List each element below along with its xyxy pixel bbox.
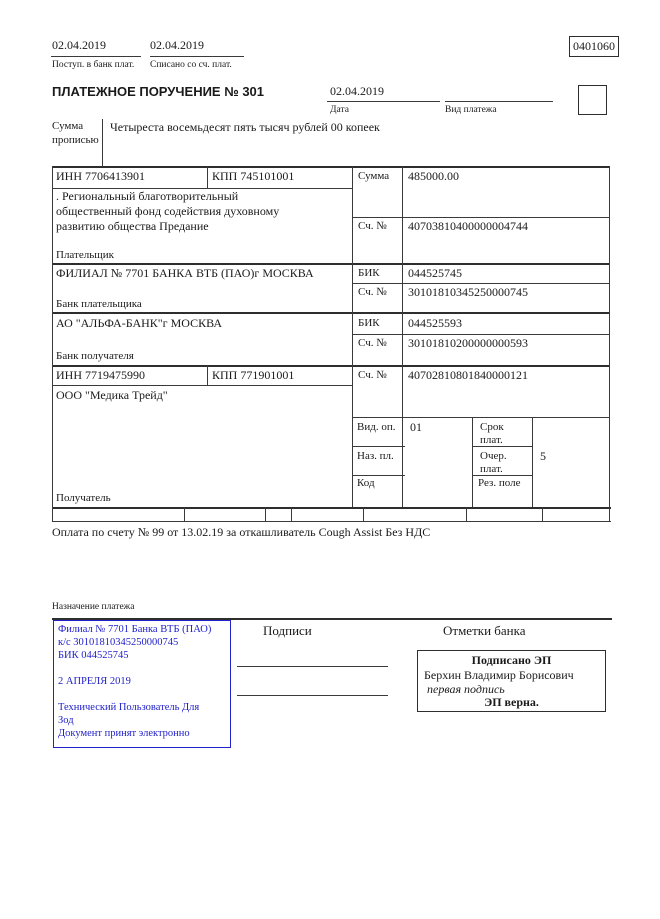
payee-bank-account-label: Сч. №: [358, 337, 387, 349]
table-border: [402, 166, 403, 507]
table-border: [52, 507, 611, 509]
debited-label: Списано со сч. плат.: [150, 60, 232, 70]
reserve-field-label: Рез. поле: [478, 477, 521, 489]
underline: [51, 56, 141, 57]
tax-strip-border: [363, 507, 364, 521]
payment-type-label: Вид платежа: [445, 105, 497, 115]
date-label: Дата: [330, 105, 349, 115]
payer-bank-account-label: Сч. №: [358, 286, 387, 298]
payee-name: ООО "Медика Трейд": [56, 388, 168, 402]
table-border: [207, 365, 208, 385]
table-border: [52, 365, 609, 367]
payment-purpose-text: Оплата по счету № 99 от 13.02.19 за откашливатель Cough Assist Без НДС: [52, 525, 431, 539]
table-border: [52, 385, 352, 386]
table-border: [352, 334, 609, 335]
bank-note-line6: Зод: [58, 715, 74, 726]
form-code-box: 0401060: [569, 36, 619, 57]
table-border: [207, 166, 208, 188]
bank-note-line3: БИК 044525745: [58, 650, 129, 661]
payer-kpp: КПП 745101001: [212, 169, 295, 183]
signature-line: [237, 695, 388, 696]
bank-note-line5: Технический Пользователь Для: [58, 702, 200, 713]
bank-note-line1: Филиал № 7701 Банка ВТБ (ПАО): [58, 624, 212, 635]
sum-label: Сумма: [358, 170, 390, 182]
pay-term-label-1: Срок: [480, 421, 504, 433]
purpose-kind-label: Наз. пл.: [357, 450, 394, 462]
payee-kpp: КПП 771901001: [212, 368, 295, 382]
payer-caption: Плательщик: [56, 249, 114, 261]
received-in-bank-label: Поступ. в банк плат.: [52, 60, 135, 70]
table-border: [352, 475, 405, 476]
tax-strip-border: [291, 507, 292, 521]
tax-strip-border: [52, 521, 611, 522]
payer-bank-account-value: 30101810345250000745: [408, 285, 528, 299]
payer-account-value: 40703810400000004744: [408, 219, 528, 233]
table-border: [532, 417, 533, 507]
payment-purpose-caption: Назначение платежа: [52, 602, 135, 612]
sum-value: 485000.00: [408, 169, 459, 183]
tax-strip-border: [466, 507, 467, 521]
table-border: [52, 263, 609, 265]
document-date: 02.04.2019: [330, 84, 384, 98]
payee-bank-account-value: 30101810200000000593: [408, 336, 528, 350]
amount-in-words: Четыреста восемьдесят пять тысяч рублей 00 копеек: [110, 120, 380, 134]
payer-bank-caption: Банк плательщика: [56, 298, 142, 310]
bank-note-date: 2 АПРЕЛЯ 2019: [58, 676, 131, 687]
payee-bank-name: АО "АЛЬФА-БАНК"г МОСКВА: [56, 316, 223, 330]
payee-bank-caption: Банк получателя: [56, 350, 134, 362]
payer-name-line3: развитию общества Предание: [56, 219, 209, 233]
payer-bank-name: ФИЛИАЛ № 7701 БАНКА ВТБ (ПАО)г МОСКВА: [56, 266, 314, 280]
signature-line: [237, 666, 388, 667]
payee-bank-bik-value: 044525593: [408, 316, 462, 330]
payee-inn: ИНН 7719475990: [56, 368, 145, 382]
payee-account-label: Сч. №: [358, 369, 387, 381]
amount-words-label-2: прописью: [52, 134, 99, 146]
underline: [150, 56, 244, 57]
underline: [327, 101, 440, 102]
priority-value: 5: [540, 449, 546, 463]
bank-note-line7: Документ принят электронно: [58, 728, 190, 739]
document-title: ПЛАТЕЖНОЕ ПОРУЧЕНИЕ № 301: [52, 84, 265, 99]
table-border: [52, 312, 609, 314]
payee-account-value: 40702810801840000121: [408, 368, 528, 382]
table-border: [352, 283, 609, 284]
underline: [445, 101, 553, 102]
payer-bank-bik-label: БИК: [358, 267, 380, 279]
amount-words-label-1: Сумма: [52, 120, 84, 132]
stamp-verified-label: ЭП верна.: [484, 695, 539, 709]
stamp-signed-label: Подписано ЭП: [471, 653, 552, 667]
tax-strip-border: [265, 507, 266, 521]
table-border: [352, 417, 609, 418]
stamp-first-signature-label: первая подпись: [427, 682, 505, 696]
bank-marks-heading: Отметки банка: [443, 623, 526, 638]
table-border: [352, 446, 405, 447]
payee-bank-bik-label: БИК: [358, 317, 380, 329]
table-border: [352, 217, 609, 218]
table-border: [609, 166, 610, 522]
payer-bank-bik-value: 044525745: [408, 266, 462, 280]
received-in-bank-date: 02.04.2019: [52, 38, 106, 52]
code-label: Код: [357, 477, 375, 489]
priority-label-1: Очер.: [480, 450, 507, 462]
priority-label-2: плат.: [480, 463, 503, 475]
table-border: [52, 166, 609, 168]
payer-account-label: Сч. №: [358, 220, 387, 232]
payee-caption: Получатель: [56, 492, 111, 504]
table-border: [52, 166, 53, 522]
signatures-heading: Подписи: [263, 623, 312, 638]
op-type-value: 01: [410, 420, 422, 434]
table-border: [472, 417, 473, 507]
status-box: [578, 85, 607, 115]
payer-name-line1: . Региональный благотворительный: [56, 189, 239, 203]
pay-term-label-2: плат.: [480, 434, 503, 446]
divider: [102, 119, 103, 166]
payer-name-line2: общественный фонд содействия духовному: [56, 204, 280, 218]
stamp-signer-name: Берхин Владимир Борисович: [424, 668, 574, 682]
tax-strip-border: [542, 507, 543, 521]
tax-strip-border: [184, 507, 185, 521]
payer-inn: ИНН 7706413901: [56, 169, 145, 183]
bank-note-line2: к/с 30101810345250000745: [58, 637, 179, 648]
op-type-label: Вид. оп.: [357, 421, 396, 433]
debited-date: 02.04.2019: [150, 38, 204, 52]
table-border: [352, 166, 353, 507]
